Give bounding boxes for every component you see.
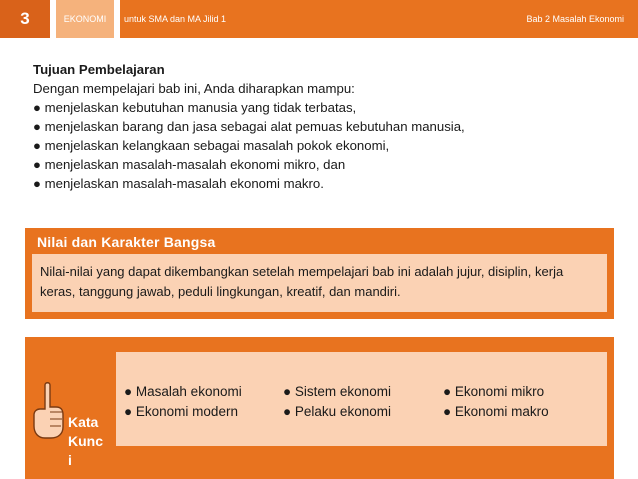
keyword-item: ● Masalah ekonomi bbox=[124, 384, 242, 399]
keywords-column bbox=[443, 382, 549, 422]
keyword-item: ● Ekonomi modern bbox=[124, 404, 238, 419]
keyword-item: ● Pelaku ekonomi bbox=[283, 404, 391, 419]
keyword-item: ● Sistem ekonomi bbox=[283, 384, 391, 399]
goal-item: ● menjelaskan kelangkaan sebagai masalah pokok ekonomi, bbox=[33, 138, 390, 153]
keywords-label-line: Kata bbox=[68, 414, 99, 430]
goals-intro: Dengan mempelajari bab ini, Anda diharapkan mampu: bbox=[33, 81, 355, 96]
values-text: Nilai-nilai yang dapat dikembangkan setelah mempelajari bab ini adalah jujur, disiplin, kerja keras, tanggung jawab, peduli lingkungan, kreatif, dan mandiri. bbox=[40, 264, 564, 299]
goal-item: ● menjelaskan barang dan jasa sebagai alat pemuas kebutuhan manusia, bbox=[33, 119, 465, 134]
keywords-label bbox=[68, 413, 103, 470]
header-divider bbox=[114, 0, 120, 38]
goals-title: Tujuan Pembelajaran bbox=[33, 62, 165, 77]
keywords-column bbox=[283, 382, 391, 422]
values-box bbox=[25, 228, 614, 319]
keywords-label-line: i bbox=[68, 452, 72, 468]
chapter-title: Bab 2 Masalah Ekonomi bbox=[526, 14, 624, 24]
values-panel bbox=[32, 254, 607, 312]
goal-item: ● menjelaskan masalah-masalah ekonomi makro. bbox=[33, 176, 324, 191]
page-header bbox=[0, 0, 638, 38]
subject-label: EKONOMI bbox=[56, 0, 114, 38]
keyword-item: ● Ekonomi makro bbox=[443, 404, 549, 419]
values-title: Nilai dan Karakter Bangsa bbox=[37, 234, 216, 250]
keywords-label-line: Kunc bbox=[68, 433, 103, 449]
pointing-hand-icon bbox=[31, 381, 65, 441]
keywords-panel bbox=[116, 352, 607, 446]
keywords-column bbox=[124, 382, 242, 422]
keyword-item: ● Ekonomi mikro bbox=[443, 384, 545, 399]
book-title: untuk SMA dan MA Jilid 1 bbox=[124, 14, 227, 24]
page-number: 3 bbox=[0, 0, 50, 38]
goal-item: ● menjelaskan masalah-masalah ekonomi mikro, dan bbox=[33, 157, 346, 172]
goal-item: ● menjelaskan kebutuhan manusia yang tidak terbatas, bbox=[33, 100, 357, 115]
keywords-box bbox=[25, 337, 614, 479]
learning-goals bbox=[33, 60, 613, 193]
